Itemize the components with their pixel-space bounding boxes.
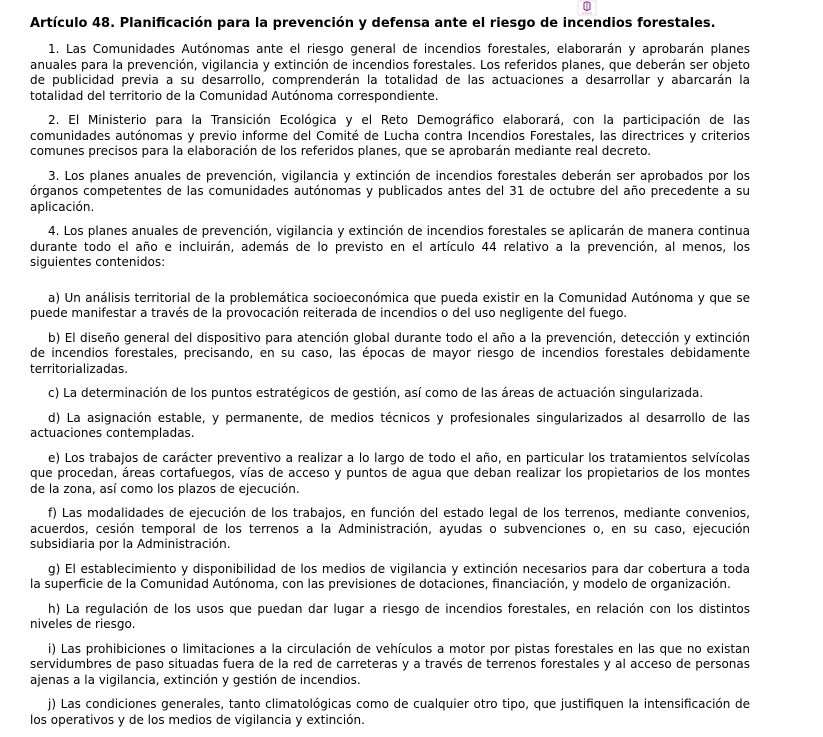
item-e: e) Los trabajos de carácter preventivo a realizar a lo largo de todo el año, en particular los tratamientos selvícolas que procedan, áreas cortafuegos, vías de acceso y puntos de agua que deban realizar los propietarios de los montes de la zona, así como los plazos de ejecución. bbox=[30, 450, 750, 496]
item-a: a) Un análisis territorial de la problemática socioeconómica que pueda existir en la Comunidad Autónoma y que se puede manifestar a través de la provocación reiterada de incendios o del uso negligente del fuego. bbox=[30, 290, 750, 320]
paragraph-3: 3. Los planes anuales de prevención, vigilancia y extinción de incendios forestales deberán ser aprobados por los órganos competentes de las comunidades autónomas y publicados antes del 31 de octubre del año precedente a su aplicación. bbox=[30, 168, 750, 214]
item-h: h) La regulación de los usos que puedan dar lugar a riesgo de incendios forestales, en relación con los distintos niveles de riesgo. bbox=[30, 601, 750, 631]
item-i: i) Las prohibiciones o limitaciones a la circulación de vehículos a motor por pistas forestales en las que no existan servidumbres de paso situadas fuera de la red de carreteras y a través de terrenos forestales y al acceso de personas ajenas a la vigilancia, extinción y gestión de incendios. bbox=[30, 641, 750, 687]
item-d: d) La asignación estable, y permanente, de medios técnicos y profesionales singularizados al desarrollo de las actuaciones contempladas. bbox=[30, 410, 750, 440]
paragraph-4: 4. Los planes anuales de prevención, vigilancia y extinción de incendios forestales se aplicarán de manera continua durante todo el año e incluirán, además de lo previsto en el artículo 44 relativo a la prevención, al menos, los siguientes contenidos: bbox=[30, 224, 750, 269]
paragraph-1: 1. Las Comunidades Autónomas ante el riesgo general de incendios forestales, elaborarán y aprobarán planes anuales para la prevención, vigilancia y extinción de incendios forestales. Los referidos planes, que deberán ser objeto de publicidad previa a su desarrollo, comprenderán la totalidad de las actuaciones a desarrollar y abarcarán la totalidad del territorio de la Comunidad Autónoma correspondiente. bbox=[30, 42, 750, 103]
item-g: g) El establecimiento y disponibilidad de los medios de vigilancia y extinción necesarios para dar cobertura a toda la superficie de la Comunidad Autónoma, con las previsiones de dotaciones, financiación, y modelo de organización. bbox=[30, 561, 750, 591]
paragraph-2: 2. El Ministerio para la Transición Ecológica y el Reto Demográfico elaborará, con la participación de las comunidades autónomas y previo informe del Comité de Lucha contra Incendios Forestales, las directrices y criterios comunes precisos para la elaboración de los referidos planes, que se aprobarán mediante real decreto. bbox=[30, 113, 750, 158]
item-j: j) Las condiciones generales, tanto climatológicas como de cualquier otro tipo, que justifiquen la intensificación de los operativos y de los medios de vigilancia y extinción. bbox=[30, 697, 750, 727]
article-title: Artículo 48. Planificación para la prevención y defensa ante el riesgo de incendios forestales. bbox=[30, 16, 716, 31]
document-page bbox=[30, 12, 750, 737]
item-f: f) Las modalidades de ejecución de los trabajos, en función del estado legal de los terrenos, mediante convenios, acuerdos, cesión temporal de los terrenos a la Administración, ayudas o subvenciones o, en su caso, ejecución subsidiaria por la Administración. bbox=[30, 506, 750, 551]
item-b: b) El diseño general del dispositivo para atención global durante todo el año a la prevención, detección y extinción de incendios forestales, precisando, en su caso, las épocas de mayor riesgo de incendios forestales debidamente territorializadas. bbox=[30, 330, 750, 376]
item-c: c) La determinación de los puntos estratégicos de gestión, así como de las áreas de actuación singularizada. bbox=[48, 386, 704, 400]
